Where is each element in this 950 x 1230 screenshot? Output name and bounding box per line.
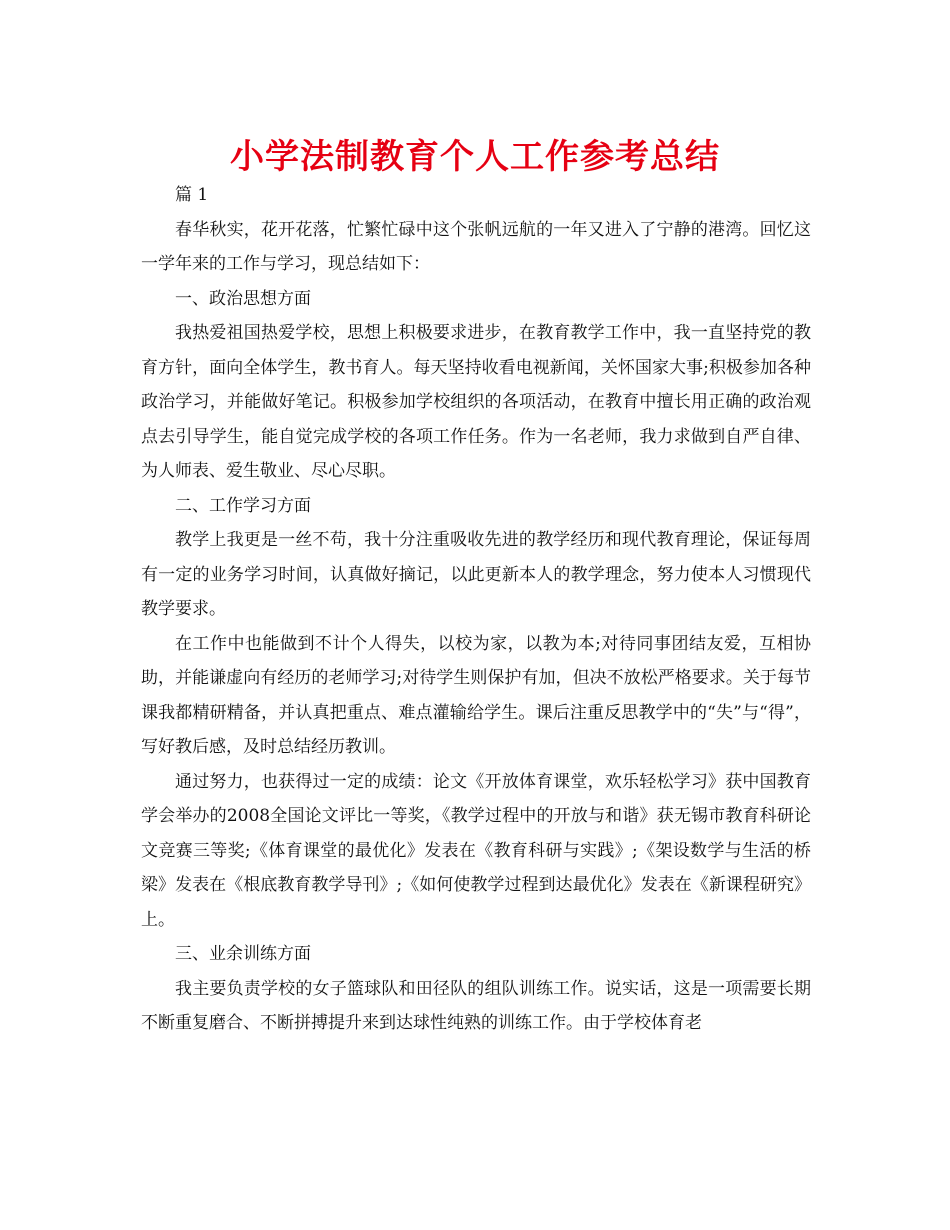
paragraph: 通过努力，也获得过一定的成绩：论文《开放体育课堂，欢乐轻松学习》获中国教育学会举办的2008全国论文评比一等奖，《教学过程中的开放与和谐》获无锡市教育科研论文竞赛三等奖;《体育课堂的最优化》发表在《教育科研与实践》;《架设数学与生活的桥梁》发表在《根底教育教学导刊》;《如何使教学过程到达最优化》发表在《新课程研究》上。 (141, 771, 811, 930)
page-title: 小学法制教育个人工作参考总结 (230, 137, 720, 177)
document-body (141, 178, 811, 1041)
paragraph: 春华秋实，花开花落，忙繁忙碌中这个张帆远航的一年又进入了宁静的港湾。回忆这一学年来的工作与学习，现总结如下： (141, 219, 811, 274)
section-label: 篇 1 (175, 185, 209, 205)
section-heading: 一、政治思想方面 (175, 288, 311, 309)
paragraph: 我主要负责学校的女子篮球队和田径队的组队训练工作。说实话，这是一项需要长期不断重复磨合、不断拼搏提升来到达球性纯熟的训练工作。由于学校体育老 (141, 978, 811, 1033)
section-heading: 三、业余训练方面 (175, 944, 311, 964)
paragraph: 教学上我更是一丝不苟，我十分注重吸收先进的教学经历和现代教育理论，保证每周有一定的业务学习时间，认真做好摘记，以此更新本人的教学理念，努力使本人习惯现代教学要求。 (141, 530, 811, 619)
section-heading: 二、工作学习方面 (175, 495, 311, 516)
paragraph: 在工作中也能做到不计个人得失，以校为家，以教为本;对待同事团结友爱，互相协助，并能谦虚向有经历的老师学习;对待学生则保护有加，但决不放松严格要求。关于每节课我都精研精备，并认真把重点、难点灌输给学生。课后注重反思教学中的“失”与“得”，写好教后感，及时总结经历教训。 (141, 633, 811, 757)
paragraph: 我热爱祖国热爱学校，思想上积极要求进步，在教育教学工作中，我一直坚持党的教育方针，面向全体学生，教书育人。每天坚持收看电视新闻，关怀国家大事;积极参加各种政治学习，并能做好笔记。积极参加学校组织的各项活动，在教育中擅长用正确的政治观点去引导学生，能自觉完成学校的各项工作任务。作为一名老师，我力求做到自严自律、为人师表、爱生敬业、尽心尽职。 (141, 323, 811, 481)
